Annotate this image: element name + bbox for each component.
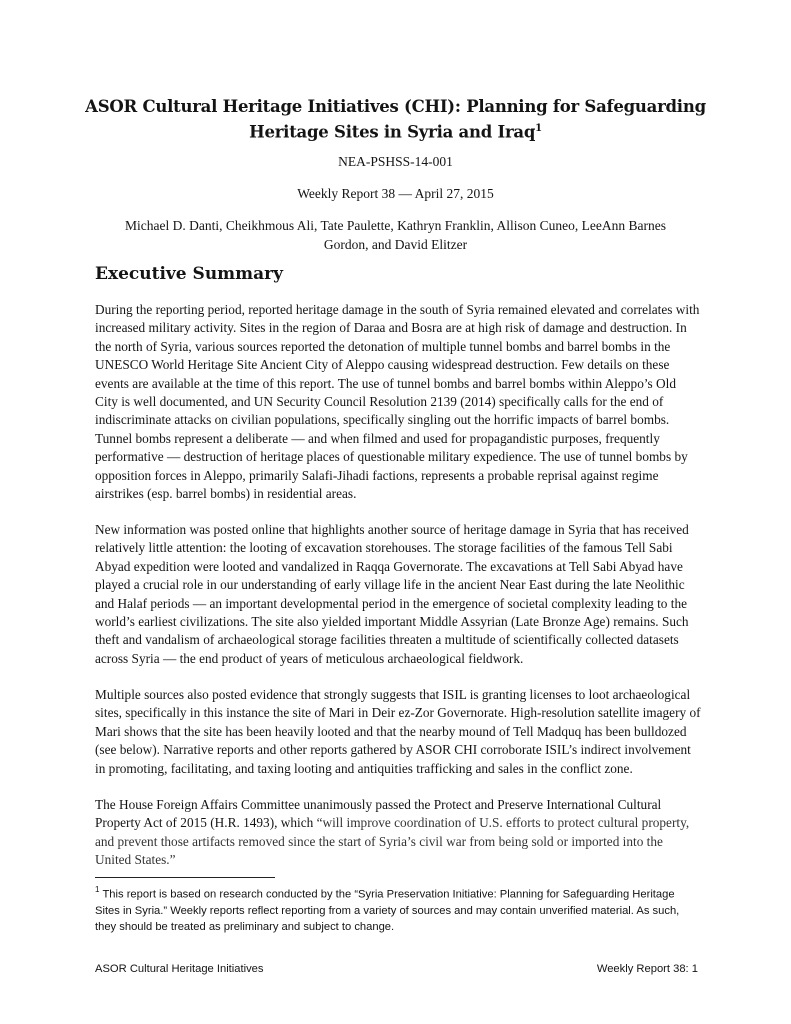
paragraph-2-text: New information was posted online that highlights another source of heritage damage in Syria that has received relatively little attention: the looting of excavation storehouses. The storage facilities of the famous Tell Sabi Abyad expedition were looted and vandalized in Raqqa Governorate. The excavations at Tell Sabi Abyad have played a crucial role in our understanding of early village life in the ancient Near East during the late Neolithic and Halaf periods — an important developmental period in the emergence of societal complexity leading to the world’s earliest civilizations. The site also yielded important Middle Assyrian (Late Bronze Age) remains. Such theft and vandalism of archaeological storage facilities threaten a multitude of scientifically collected datasets across Syria — the end product of years of meticulous archaeological fieldwork. — [95, 522, 689, 666]
paragraph-4-intro: The House Foreign Affairs Committee unanimously passed the Protect and Preserve International Cultural Property Act of 2015 (H.R. 1493), which — [95, 797, 662, 831]
footnote-text: This report is based on research conducted by the “Syria Preservation Initiative: Planning for Safeguarding Heritage Sites in Syria.” Weekly reports reflect reporting from a variety of sources and may contain unverified material. As such, they should be treated as preliminary and subject to change. — [95, 888, 680, 933]
paragraph-1-text: During the reporting period, reported heritage damage in the south of Syria remained elevated and correlates with increased military activity. Sites in the region of Daraa and Bosra are at high risk of damage and destruction. In the north of Syria, various sources reported the detonation of multiple tunnel bombs and barrel bombs in the UNESCO World Heritage Site Ancient City of Aleppo causing widespread destruction. Few details on these events are available at the time of this report. The use of tunnel bombs and barrel bombs within Aleppo’s Old City is well documented, and UN Security Council Resolution 2139 (2014) specifically calls for the end of indiscriminate attacks on civilian populations, specifically singling out the horrific impacts of barrel bombs. Tunnel bombs represent a deliberate — and when filmed and used for propagandistic purposes, frequently performative — destruction of heritage places of questionable military expedience. The use of tunnel bombs by opposition forces in Aleppo, primarily Salafi-Jihadi factions, represents a probable reprisal against regime airstrikes (esp. barrel bombs) in residential areas. — [95, 302, 700, 502]
report-date-line: Weekly Report 38 — April 27, 2015 — [297, 186, 494, 201]
title-footnote-mark: 1 — [535, 123, 542, 134]
footer-left: ASOR Cultural Heritage Initiatives — [95, 963, 264, 975]
title-line-2-text: Heritage Sites in Syria and Iraq — [249, 122, 536, 142]
footnote-mark: 1 — [95, 885, 100, 894]
section-heading: Executive Summary — [95, 264, 284, 284]
authors-line-2: Gordon, and David Elitzer — [323, 237, 468, 252]
page-title — [80, 96, 711, 144]
footnote — [95, 883, 701, 935]
title-line-1: ASOR Cultural Heritage Initiatives (CHI): Planning for Safeguarding — [85, 97, 706, 116]
grant-id: NEA-PSHSS-14-001 — [338, 154, 453, 169]
paragraph-4-quote: “will improve coordination of U.S. efforts to protect cultural property, and prevent those artifacts removed since the start of Syria’s civil war from being sold or imported into the United States.” — [95, 815, 690, 868]
paragraph-4-text — [95, 796, 701, 870]
footer-right: Weekly Report 38: 1 — [596, 963, 698, 975]
paragraph-3 — [95, 686, 701, 778]
paragraph-4 — [95, 796, 701, 870]
authors-line-1: Michael D. Danti, Cheikhmous Ali, Tate Paulette, Kathryn Franklin, Allison Cuneo, LeeAnn Barnes — [125, 218, 666, 233]
paragraph-2 — [95, 521, 701, 668]
title-line-2 — [80, 118, 711, 144]
paragraph-3-text: Multiple sources also posted evidence that strongly suggests that ISIL is granting licenses to loot archaeological sites, specifically in this instance the site of Mari in Deir ez-Zor Governorate. High-resolution satellite imagery of Mari shows that the site has been heavily looted and that the nearby mound of Tell Madquq has been bulldozed (see below). Narrative reports and other reports gathered by ASOR CHI corroborate ISIL’s indirect involvement in promoting, facilitating, and taxing looting and antiquities trafficking and sales in the conflict zone. — [95, 687, 701, 776]
paragraph-1 — [95, 301, 701, 503]
footnote-divider — [95, 877, 275, 878]
